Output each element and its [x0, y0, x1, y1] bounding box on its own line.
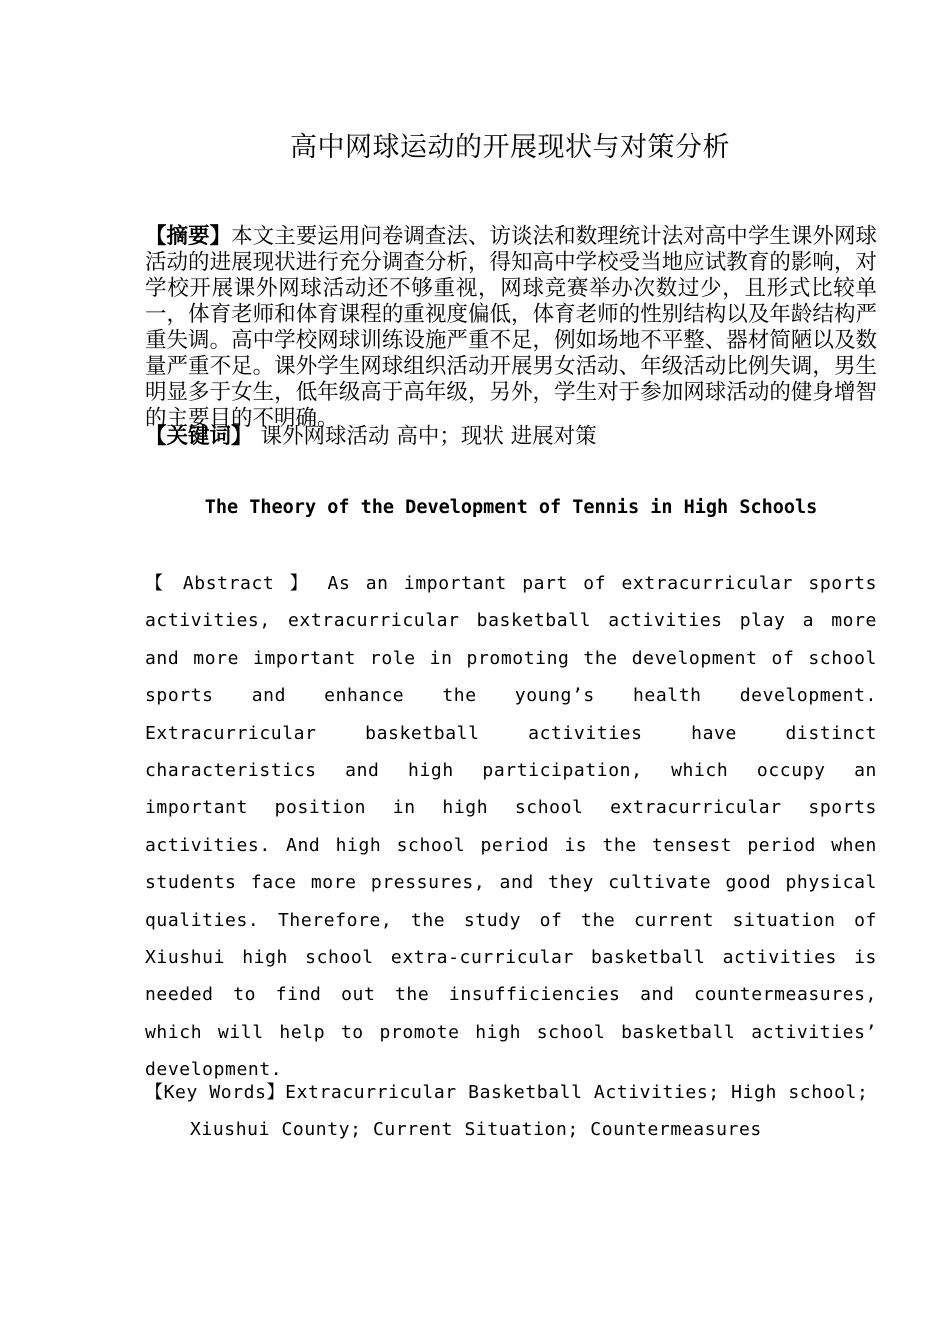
chinese-keywords-label: 【关键词】 [145, 424, 253, 449]
chinese-title: 高中网球运动的开展现状与对策分析 [290, 132, 730, 163]
chinese-abstract-text: 本文主要运用问卷调查法、访谈法和数理统计法对高中学生课外网球活动的进展现状进行充分调查分析，得知高中学校受当地应试教育的影响，对学校开展课外网球活动还不够重视，网球竞赛举办次数过少，且形式比较单一，体育老师和体育课程的重视度偏低，体育老师的性别结构以及年龄结构严重失调。高中学校网球训练设施严重不足，例如场地不平整、器材简陋以及数量严重不足。课外学生网球组织活动开展男女活动、年级活动比例失调，男生明显多于女生，低年级高于高年级，另外，学生对于参加网球活动的健身增智的主要目的不明确。 [145, 224, 877, 431]
english-abstract-text: As an important part of extracurricular sports activities, extracurricular basketball activities play a more and more important role in promoting the development of school sports and enhance the young’s health development. Extracurricular basketball activities have distinct characteristics and high participation, which occupy an important position in high school extracurricular sports activities. And high school period is the tensest period when students face more pressures, and they cultivate good physical qualities. Therefore, the study of the current situation of Xiushui high school extra-curricular basketball activities is needed to find out the insufficiencies and countermeasures, which will help to promote high school basketball activities’ development. [145, 573, 877, 1081]
chinese-keywords [145, 424, 877, 450]
english-keywords-label: 【Key Words】 [145, 1082, 286, 1103]
english-title: The Theory of the Development of Tennis in High Schools [204, 497, 818, 518]
english-abstract [145, 565, 877, 1089]
chinese-abstract [145, 224, 877, 432]
english-abstract-label: 【 Abstract 】 [145, 573, 313, 594]
english-keywords-text: Extracurricular Basketball Activities; High school; Xiushui County; Current Situation; Countermeasures [190, 1082, 869, 1141]
chinese-abstract-label: 【摘要】 [145, 224, 232, 249]
english-keywords [145, 1074, 877, 1149]
chinese-keywords-text: 课外网球活动 高中；现状 进展对策 [260, 424, 597, 449]
